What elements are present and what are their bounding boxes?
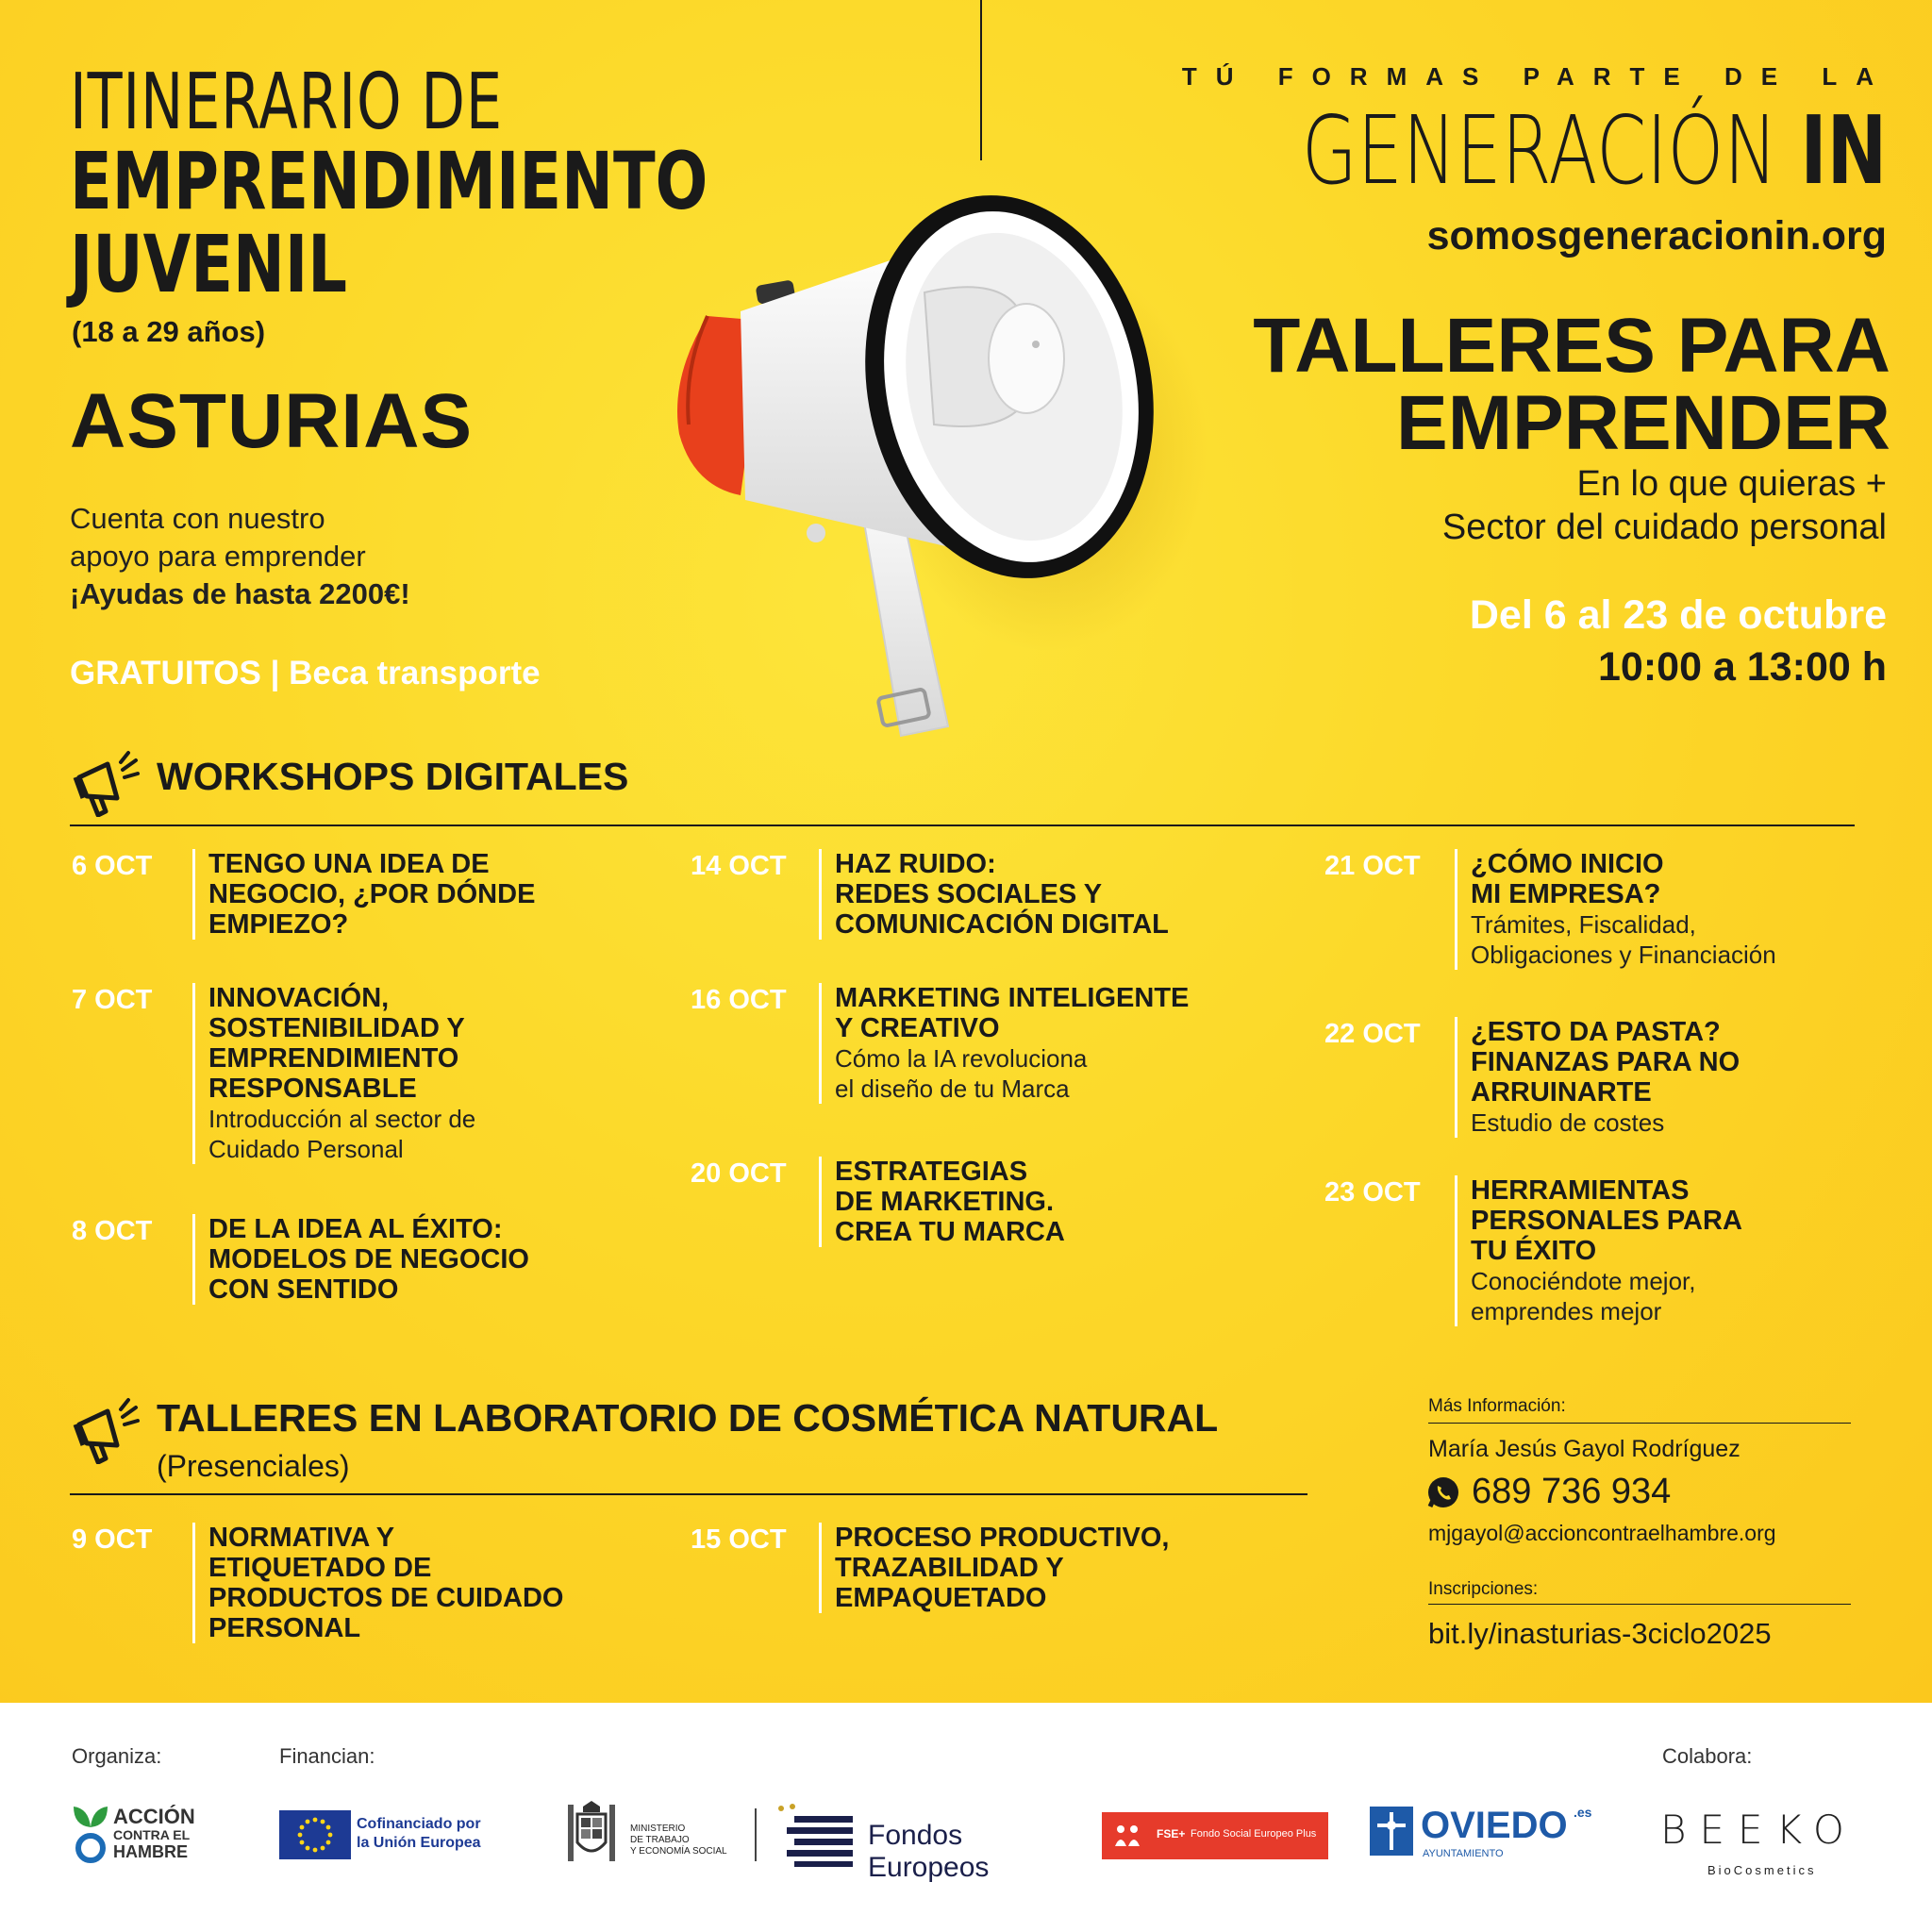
megaphone-icon [70,743,143,817]
session-subtitle: Estudio de costes [1471,1108,1665,1137]
support-line2: apoyo para emprender [70,540,366,573]
beeko-text: BEEKO [1660,1807,1857,1853]
lab-section-subtitle: (Presenciales) [157,1449,350,1483]
session-title: INNOVACIÓN, SOSTENIBILIDAD Y EMPRENDIMIENTO RESPONSABLE [208,983,465,1104]
session-date: 9 OCT [72,1524,153,1555]
support-line1: Cuenta con nuestro [70,502,325,535]
session-9-oct [72,1523,564,1643]
session-21-oct [1324,849,1776,970]
session-date: 6 OCT [72,851,153,881]
brand-title [1301,95,1887,206]
brand-light: GENERACIÓN [1301,95,1777,206]
workshops-title [1253,303,1890,466]
oviedo-logo [1370,1805,1596,1865]
ministerio-divider [755,1808,757,1861]
session-title: HAZ RUIDO: REDES SOCIALES Y COMUNICACIÓN DIGITAL [835,849,1169,940]
session-title: DE LA IDEA AL ÉXITO: MODELOS DE NEGOCIO CON SENTIDO [208,1214,529,1305]
session-subtitle: Cómo la IA revoluciona el diseño de tu Marca [835,1044,1088,1103]
session-title: PROCESO PRODUCTIVO, TRAZABILIDAD Y EMPAQUETADO [835,1523,1170,1613]
support-text [70,500,410,613]
eu-flag-icon [279,1810,351,1859]
hanging-string [980,0,982,160]
fse-people-icon [1113,1824,1141,1848]
more-info-label: Más Información: [1428,1396,1566,1416]
contact-name: María Jesús Gayol Rodríguez [1428,1436,1740,1462]
support-highlight: ¡Ayudas de hasta 2200€! [70,577,410,610]
digital-section-rule [70,824,1855,826]
fse-long: Fondo Social Europeo Plus [1191,1828,1317,1840]
dates: Del 6 al 23 de octubre [1469,592,1887,638]
hours: 10:00 a 13:00 h [1598,644,1887,690]
lab-section-rule [70,1493,1307,1495]
workshops-title-line2: EMPRENDER [1396,380,1890,466]
oviedo-text: OVIEDO [1421,1805,1568,1846]
eu-line2: la Unión Europea [357,1835,481,1851]
session-title: TENGO UNA IDEA DE NEGOCIO, ¿POR DÓNDE EMPIEZO? [208,849,536,940]
session-subtitle: Introducción al sector de Cuidado Personal [208,1105,476,1163]
session-23-oct [1324,1175,1742,1326]
contact-rule-1 [1428,1423,1851,1424]
financian-label: Financian: [279,1744,375,1768]
accion-contra-el-hambre-logo [72,1799,213,1874]
organiza-label: Organiza: [72,1744,162,1768]
ministerio-line2: DE TRABAJO [630,1835,690,1845]
session-subtitle: Conociéndote mejor, emprendes mejor [1471,1267,1696,1325]
itinerary-title-line1: ITINERARIO DE [70,58,503,147]
beeko-sub: BioCosmetics [1707,1863,1817,1877]
age-range: (18 a 29 años) [72,315,266,348]
fondos-europeos-logo [774,1801,1075,1883]
megaphone-illustration [651,151,1208,755]
signup-label: Inscripciones: [1428,1579,1539,1599]
session-7-oct [72,983,475,1164]
subtitle-line1: En lo que quieras + [1576,464,1887,504]
contact-rule-2 [1428,1604,1851,1605]
brand-bold: IN [1800,95,1887,206]
session-date: 20 OCT [691,1158,787,1189]
session-date: 23 OCT [1324,1177,1421,1208]
fse-plus-logo [1102,1812,1328,1859]
free-transport-line: GRATUITOS | Beca transporte [70,655,541,691]
session-title: MARKETING INTELIGENTE Y CREATIVO [835,983,1190,1043]
oviedo-shield-icon [1370,1807,1413,1856]
session-22-oct [1324,1017,1740,1138]
accion-line2: CONTRA EL [113,1827,191,1842]
beeko-logo [1660,1807,1858,1882]
spain-coat-of-arms-icon [560,1801,623,1867]
accion-leaf-icon [72,1799,109,1874]
session-date: 21 OCT [1324,851,1421,881]
fondos-flag-icon [774,1801,855,1869]
session-8-oct [72,1214,529,1305]
colabora-label: Colabora: [1662,1744,1753,1768]
oviedo-sub: AYUNTAMIENTO [1423,1848,1504,1859]
itinerary-title-line2: EMPRENDIMIENTO [70,135,708,227]
oviedo-es: .es [1574,1805,1592,1820]
lab-section-title: TALLERES EN LABORATORIO DE COSMÉTICA NATURAL [157,1396,1219,1440]
session-date: 7 OCT [72,985,153,1015]
contact-phone[interactable]: 689 736 934 [1472,1472,1672,1511]
itinerary-title-line3: JUVENIL [70,218,348,310]
signup-link[interactable]: bit.ly/inasturias-3ciclo2025 [1428,1617,1772,1650]
accion-line1: ACCIÓN [113,1805,195,1828]
session-6-oct [72,849,535,940]
session-date: 16 OCT [691,985,787,1015]
fse-short: FSE+ [1157,1827,1186,1840]
tagline: TÚ FORMAS PARTE DE LA [1181,62,1892,91]
session-14-oct [691,849,1169,940]
session-title: ¿ESTO DA PASTA? FINANZAS PARA NO ARRUINARTE [1471,1017,1740,1108]
ministerio-line1: MINISTERIO [630,1824,686,1834]
session-date: 15 OCT [691,1524,787,1555]
session-title: HERRAMIENTAS PERSONALES PARA TU ÉXITO [1471,1175,1742,1266]
session-subtitle: Trámites, Fiscalidad, Obligaciones y Financiación [1471,910,1776,969]
workshops-subtitle [1442,462,1887,549]
region-title: ASTURIAS [70,378,474,464]
session-date: 14 OCT [691,851,787,881]
ministerio-logo [560,1801,758,1867]
digital-section-title: WORKSHOPS DIGITALES [157,755,629,798]
session-20-oct [691,1157,1065,1247]
session-date: 8 OCT [72,1216,153,1246]
session-15-oct [691,1523,1170,1613]
session-date: 22 OCT [1324,1019,1421,1049]
whatsapp-icon [1426,1475,1460,1509]
subtitle-line2: Sector del cuidado personal [1441,508,1887,547]
session-title: NORMATIVA Y ETIQUETADO DE PRODUCTOS DE CUIDADO PERSONAL [208,1523,564,1643]
website-link[interactable]: somosgeneracionin.org [1426,213,1887,258]
footer [0,1703,1932,1932]
ministerio-line3: Y ECONOMÍA SOCIAL [630,1846,727,1857]
workshops-title-line1: TALLERES PARA [1253,303,1890,389]
fondos-text: Fondos Europeos [868,1820,990,1883]
eu-cofinanced-logo [279,1810,502,1859]
session-title: ESTRATEGIAS DE MARKETING. CREA TU MARCA [835,1157,1065,1247]
eu-line1: Cofinanciado por [357,1816,481,1832]
contact-email[interactable]: mjgayol@accioncontraelhambre.org [1428,1521,1776,1545]
session-title: ¿CÓMO INICIO MI EMPRESA? [1471,849,1664,909]
accion-line3: HAMBRE [113,1842,188,1861]
session-16-oct [691,983,1189,1104]
megaphone-icon [70,1391,143,1464]
